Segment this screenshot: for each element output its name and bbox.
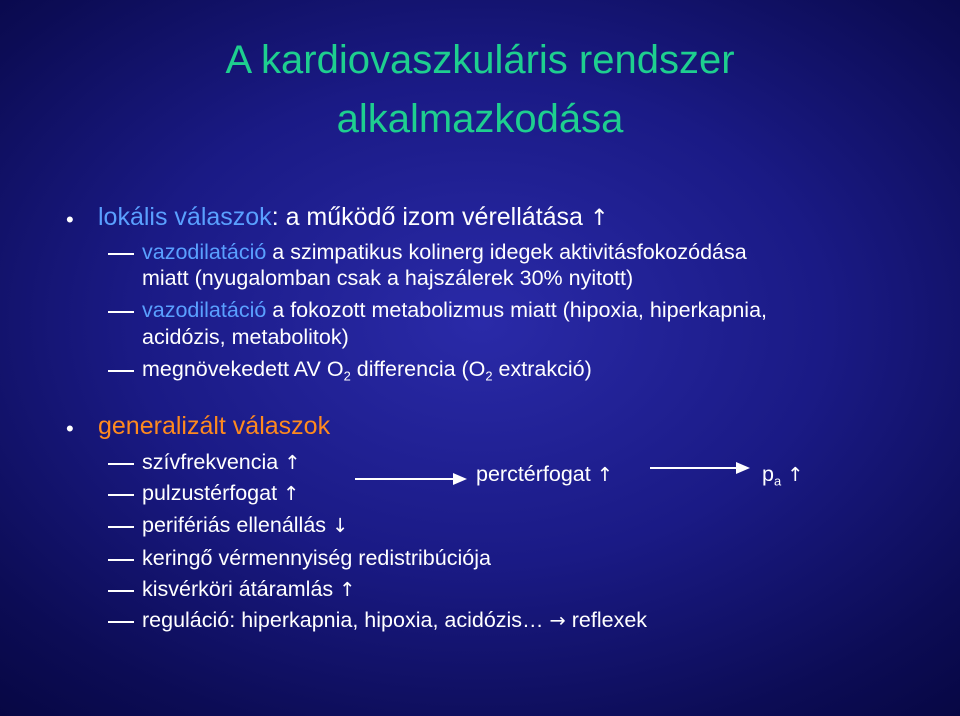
up-arrow-icon: ↑ bbox=[596, 463, 613, 486]
dash-2 bbox=[108, 311, 134, 313]
item-pulzusterfogat bbox=[142, 481, 299, 506]
item-periferias bbox=[142, 513, 348, 538]
dash-3 bbox=[108, 370, 134, 372]
dash-5 bbox=[108, 494, 134, 496]
item-text: kisvérköri átáramlás bbox=[142, 577, 334, 601]
right-arrow-icon: → bbox=[549, 609, 566, 632]
dash-1 bbox=[108, 253, 134, 255]
flow-end-sub: a bbox=[773, 473, 782, 489]
up-arrow-icon: ↑ bbox=[589, 205, 609, 231]
flow-perctérfogat bbox=[476, 462, 613, 487]
dash-9 bbox=[108, 621, 134, 623]
item-text: a szimpatikus kolinerg idegek aktivitásfokozódása bbox=[266, 240, 747, 264]
item-highlight: vazodilatáció bbox=[142, 298, 267, 322]
flow-arrow-head-2 bbox=[736, 462, 750, 474]
bullet-generalizalt: • bbox=[66, 416, 74, 441]
item-text: szívfrekvencia bbox=[142, 450, 279, 474]
item-tail: reflexek bbox=[571, 608, 648, 632]
dash-4 bbox=[108, 463, 134, 465]
up-arrow-icon: ↑ bbox=[339, 578, 356, 601]
item-szivfrekvencia bbox=[142, 450, 300, 475]
item-keringo bbox=[142, 546, 491, 571]
item-highlight: vazodilatáció bbox=[142, 240, 267, 264]
item-av-o2 bbox=[142, 357, 592, 384]
av-sub1: 2 bbox=[343, 368, 351, 384]
down-arrow-icon: ↓ bbox=[332, 514, 349, 537]
dash-6 bbox=[108, 526, 134, 528]
item-vazodilatacio-2-line2: acidózis, metabolitok) bbox=[142, 325, 349, 349]
up-arrow-icon: ↑ bbox=[283, 482, 300, 505]
slide-title-line1: A kardiovaszkuláris rendszer bbox=[225, 38, 735, 82]
av-part2: differencia (O bbox=[350, 357, 486, 381]
item-vazodilatacio-2 bbox=[142, 298, 767, 323]
item-regulacio bbox=[142, 608, 647, 633]
av-sub2: 2 bbox=[485, 368, 493, 384]
lokalis-heading bbox=[98, 203, 609, 232]
flow-pa bbox=[762, 462, 803, 489]
lokalis-rest: : a működő izom vérellátása bbox=[271, 203, 583, 231]
generalizalt-heading: generalizált válaszok bbox=[98, 412, 331, 440]
flow-arrow-line-1 bbox=[355, 478, 455, 480]
item-vazodilatacio-1-line2: miatt (nyugalomban csak a hajszálerek 30% nyitott) bbox=[142, 266, 634, 290]
up-arrow-icon: ↑ bbox=[284, 451, 301, 474]
item-vazodilatacio-1 bbox=[142, 240, 747, 265]
item-text: perifériás ellenállás bbox=[142, 513, 327, 537]
flow-end-text: p bbox=[762, 462, 774, 486]
item-text: pulzustérfogat bbox=[142, 481, 278, 505]
av-part1: megnövekedett AV O bbox=[142, 357, 344, 381]
item-text: reguláció: hiperkapnia, hipoxia, acidózis… bbox=[142, 608, 544, 632]
flow-arrow-head-1 bbox=[453, 473, 467, 485]
lokalis-highlight: lokális válaszok bbox=[98, 203, 272, 231]
item-text: keringő vérmennyiség redistribúciója bbox=[142, 546, 491, 570]
item-text: a fokozott metabolizmus miatt (hipoxia, hiperkapnia, bbox=[266, 298, 768, 322]
flow-arrow-line-2 bbox=[650, 467, 738, 469]
av-part3: extrakció) bbox=[492, 357, 592, 381]
dash-8 bbox=[108, 590, 134, 592]
slide-title-line2: alkalmazkodása bbox=[336, 97, 624, 141]
up-arrow-icon: ↑ bbox=[787, 463, 804, 486]
item-kisverkori bbox=[142, 577, 355, 602]
bullet-lokalis: • bbox=[66, 207, 74, 232]
flow-middle-text: perctérfogat bbox=[476, 462, 591, 486]
dash-7 bbox=[108, 559, 134, 561]
